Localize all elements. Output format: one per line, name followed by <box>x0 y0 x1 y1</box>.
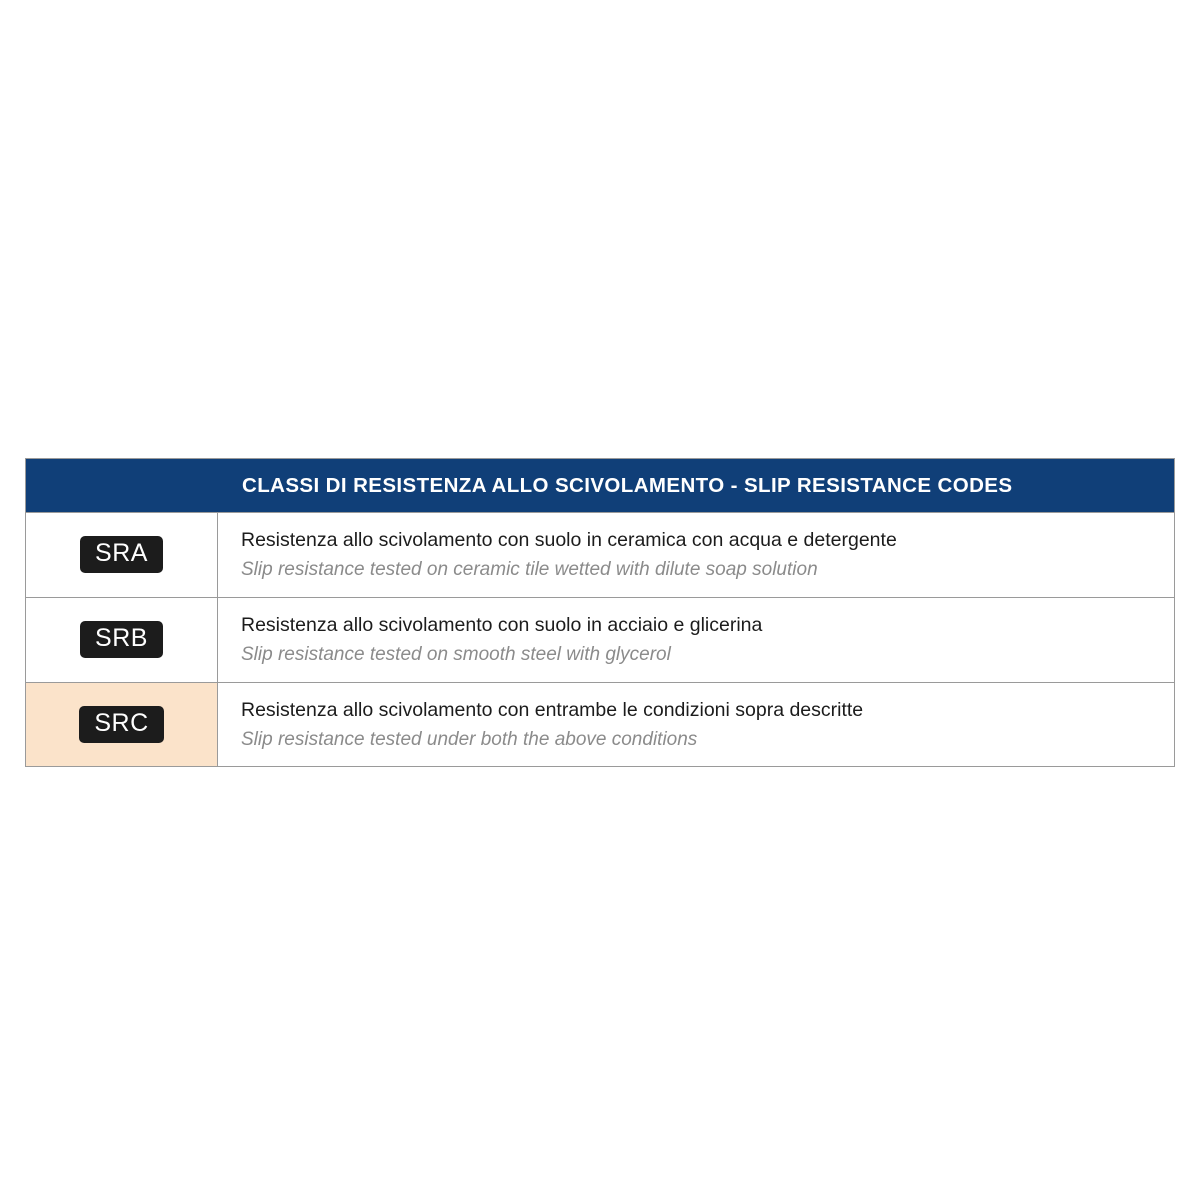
description-cell-src <box>218 683 1174 767</box>
description-italian: Resistenza allo scivolamento con entrambe le condizioni sopra descritte <box>241 698 864 721</box>
table-title: CLASSI DI RESISTENZA ALLO SCIVOLAMENTO - SLIP RESISTANCE CODES <box>242 473 1013 497</box>
code-cell-src <box>26 683 218 767</box>
description-english: Slip resistance tested under both the above conditions <box>241 728 698 750</box>
description-italian: Resistenza allo scivolamento con suolo in acciaio e glicerina <box>241 613 763 636</box>
slip-resistance-table <box>25 458 1175 767</box>
status-badge: SRB <box>80 621 163 658</box>
code-cell-sra <box>26 513 218 597</box>
table-row <box>26 597 1174 682</box>
table-header-row <box>26 459 1174 512</box>
description-english: Slip resistance tested on smooth steel with glycerol <box>241 644 671 666</box>
description-cell-sra <box>218 513 1174 597</box>
status-badge: SRA <box>80 536 163 573</box>
code-cell-srb <box>26 598 218 682</box>
table-row <box>26 512 1174 597</box>
table-row <box>26 682 1174 767</box>
description-italian: Resistenza allo scivolamento con suolo in ceramica con acqua e detergente <box>241 529 897 551</box>
status-badge: SRC <box>79 706 163 743</box>
description-english: Slip resistance tested on ceramic tile wetted with dilute soap solution <box>241 559 818 581</box>
table-header-left-spacer <box>26 459 219 512</box>
description-cell-srb <box>218 598 1174 682</box>
